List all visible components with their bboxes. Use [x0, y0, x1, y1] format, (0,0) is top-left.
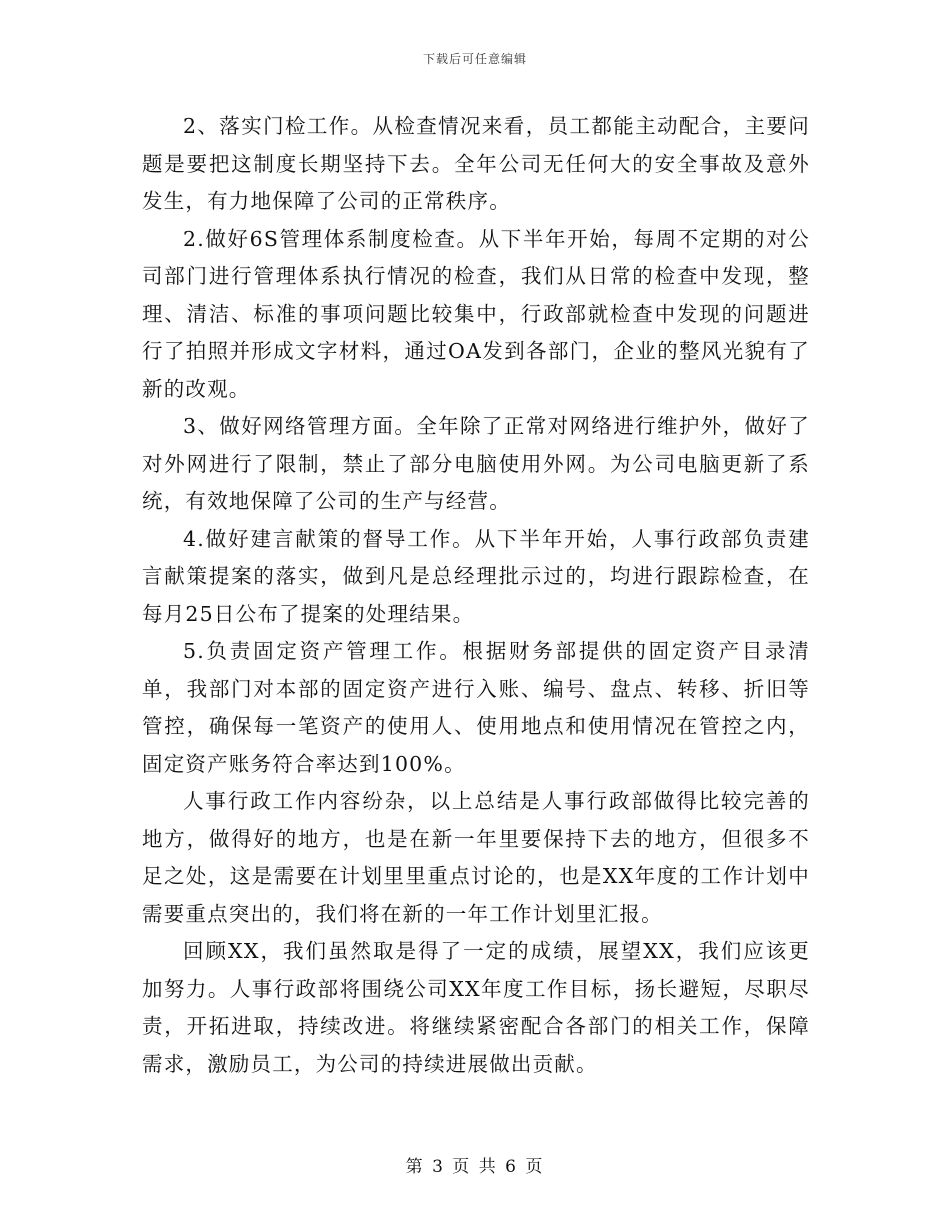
- document-body: [142, 108, 810, 1083]
- paragraph-fixed-assets: 5.负责固定资产管理工作。根据财务部提供的固定资产目录清单，我部门对本部的固定资产进行入账、编号、盘点、转移、折旧等管控，确保每一笔资产的使用人、使用地点和使用情况在管控之内，固定资产账务符合率达到100%。: [142, 639, 810, 776]
- paragraph-6s-management: 2.做好6S管理体系制度检查。从下半年开始，每周不定期的对公司部门进行管理体系执行情况的检查，我们从日常的检查中发现，整理、清洁、标准的事项问题比较集中，行政部就检查中发现的问题进行了拍照并形成文字材料，通过OA发到各部门，企业的整风光貌有了新的改观。: [142, 226, 810, 401]
- page-header: 下载后可任意编辑: [422, 52, 527, 66]
- paragraph-gate-inspection: 2、落实门检工作。从检查情况来看，员工都能主动配合，主要问题是要把这制度长期坚持下去。全年公司无任何大的安全事故及意外发生，有力地保障了公司的正常秩序。: [142, 114, 810, 213]
- paragraph-network-management: 3、做好网络管理方面。全年除了正常对网络进行维护外，做好了对外网进行了限制，禁止了部分电脑使用外网。为公司电脑更新了系统，有效地保障了公司的生产与经营。: [142, 414, 810, 513]
- paragraph-summary: 人事行政工作内容纷杂，以上总结是人事行政部做得比较完善的地方，做得好的地方，也是在新一年里要保持下去的地方，但很多不足之处，这是需要在计划里里重点讨论的，也是XX年度的工作计划中需要重点突出的，我们将在新的一年工作计划里汇报。: [142, 789, 810, 926]
- page-number: 第 3 页 共 6 页: [405, 1157, 545, 1177]
- paragraph-suggestions: 4.做好建言献策的督导工作。从下半年开始，人事行政部负责建言献策提案的落实，做到凡是总经理批示过的，均进行跟踪检查，在每月25日公布了提案的处理结果。: [142, 526, 810, 626]
- paragraph-outlook: 回顾XX，我们虽然取是得了一定的成绩，展望XX，我们应该更加努力。人事行政部将围绕公司XX年度工作目标，扬长避短，尽职尽责，开拓进取，持续改进。将继续紧密配合各部门的相关工作，保障需求，激励员工，为公司的持续进展做出贡献。: [142, 939, 810, 1076]
